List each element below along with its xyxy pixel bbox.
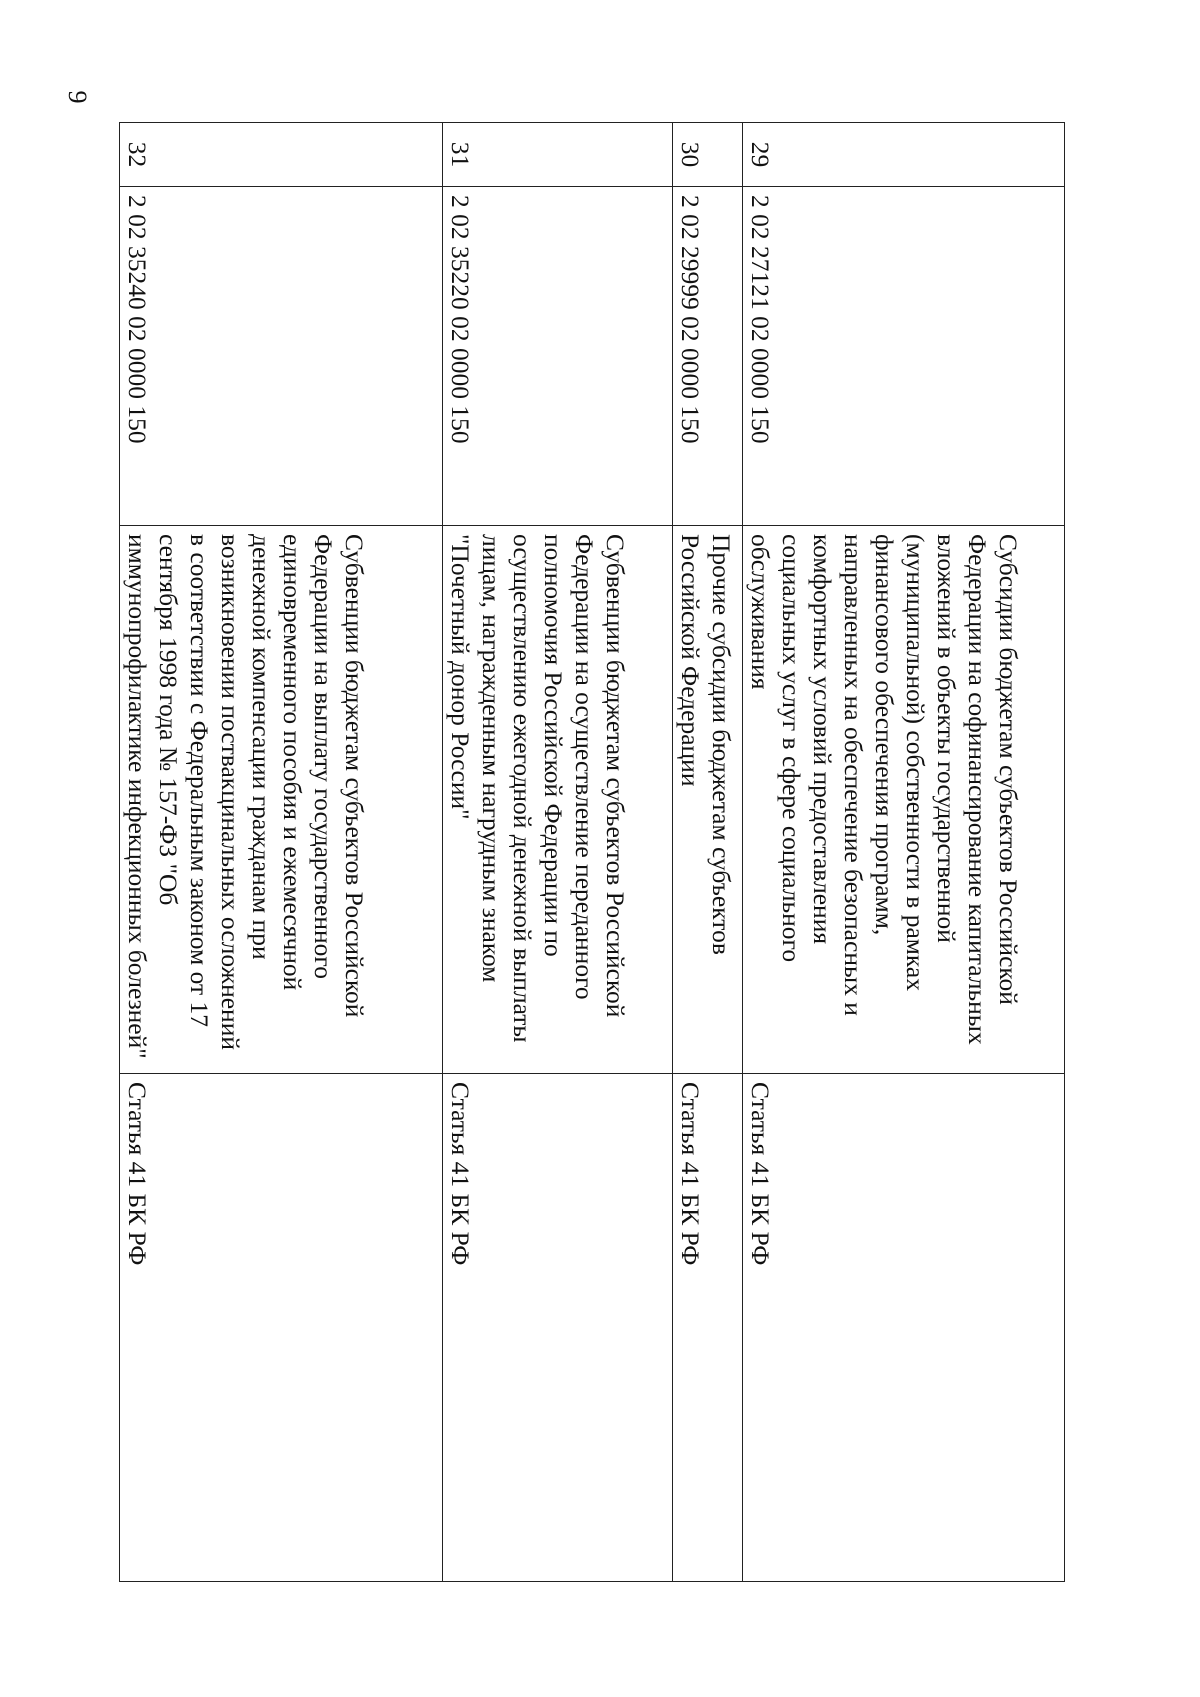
legal-basis: Статья 41 БК РФ: [673, 1074, 743, 1582]
row-number: 31: [443, 123, 673, 187]
page-number: 9: [63, 90, 92, 104]
table-row: [743, 123, 1065, 1582]
revenue-table-grid: [119, 122, 1065, 1582]
budget-code: 2 02 27121 02 0000 150: [743, 187, 1065, 526]
legal-basis: Статья 41 БК РФ: [120, 1074, 443, 1582]
revenue-name: Субвенции бюджетам субъектов Российской Федерации на выплату государственного единовременного пособия и ежемесячной денежной компенсации гражданам при возникновении поствакцинальных осложнений в соответствии с Федеральным законом от 17 сентября 1998 года № 157-ФЗ "Об иммунопрофилактике инфекционных болезней": [120, 526, 443, 1074]
row-number: 32: [120, 123, 443, 187]
row-number: 30: [673, 123, 743, 187]
budget-code: 2 02 35240 02 0000 150: [120, 187, 443, 526]
budget-code: 2 02 29999 02 0000 150: [673, 187, 743, 526]
row-number: 29: [743, 123, 1065, 187]
revenue-name: Субвенции бюджетам субъектов Российской Федерации на осуществление переданного полномочия Российской Федерации по осуществлению ежегодной денежной выплаты лицам, награжденным нагрудным знаком "Почетный донор России": [443, 526, 673, 1074]
table-row: [443, 123, 673, 1582]
table-row: [120, 123, 443, 1582]
revenue-name: Прочие субсидии бюджетам субъектов Российской Федерации: [673, 526, 743, 1074]
legal-basis: Статья 41 БК РФ: [743, 1074, 1065, 1582]
legal-basis: Статья 41 БК РФ: [443, 1074, 673, 1582]
revenue-table: [120, 122, 1065, 1582]
table-row: [673, 123, 743, 1582]
revenue-name: Субсидии бюджетам субъектов Российской Федерации на софинансирование капитальных вложений в объекты государственной (муниципальной) собственности в рамках финансового обеспечения программ, направленных на обеспечение безопасных и комфортных условий предоставления социальных услуг в сфере социального обслуживания: [743, 526, 1065, 1074]
budget-code: 2 02 35220 02 0000 150: [443, 187, 673, 526]
